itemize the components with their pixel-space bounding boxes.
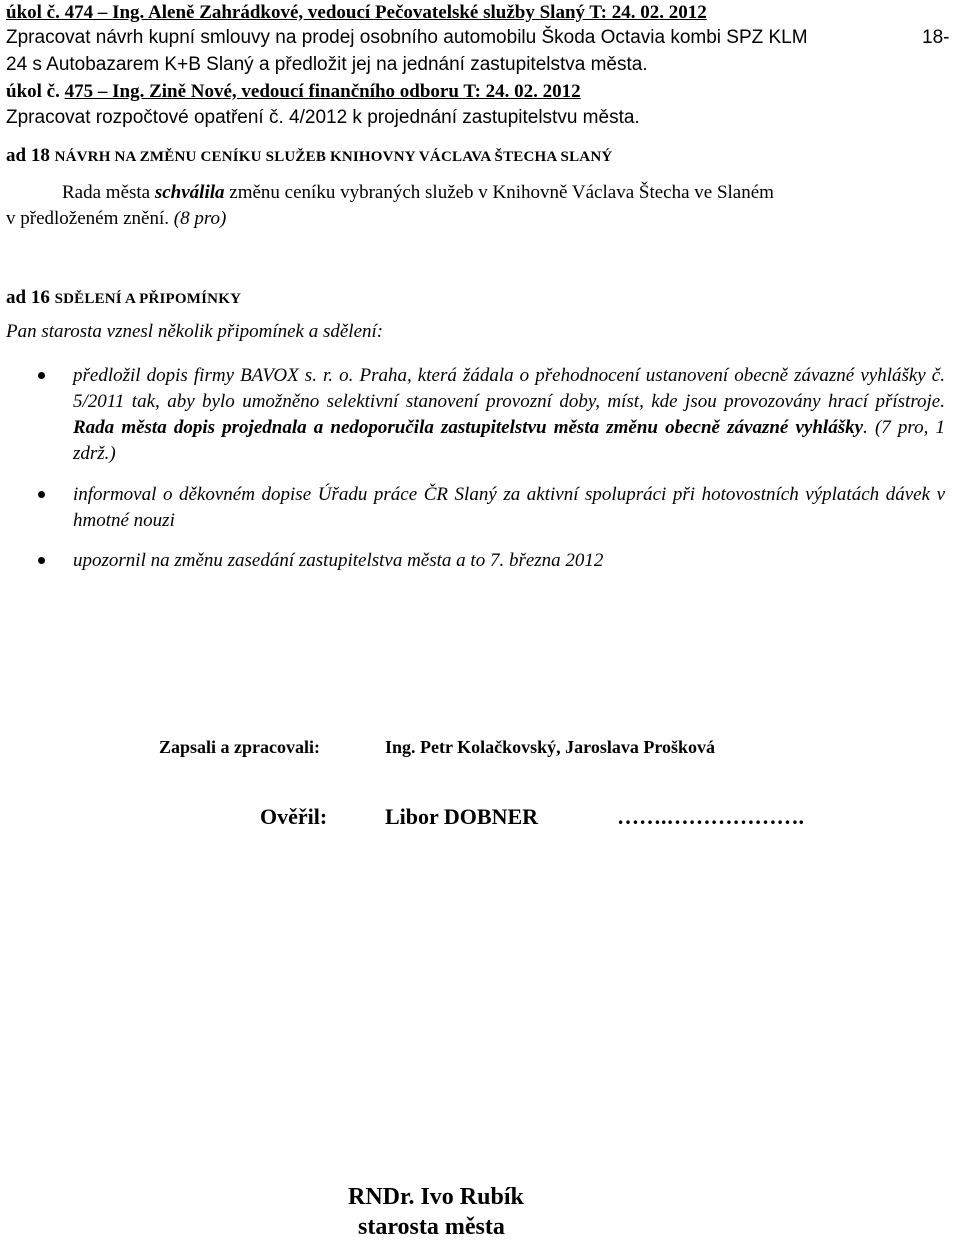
- mayor-name: RNDr. Ivo Rubík: [348, 1184, 524, 1210]
- ad16-bullet-1-bold: Rada města dopis projednala a nedoporučila zastupitelstvu města změnu obecně závazné vyhlášky: [73, 417, 864, 438]
- bullet-dot-1: [38, 372, 45, 379]
- verified-signature-line: …….……………….: [617, 804, 804, 829]
- bullet-dot-2: [38, 491, 45, 498]
- task-474-line1-end: 18-: [922, 27, 950, 48]
- verified-label: Ověřil:: [260, 804, 328, 829]
- ad18-heading-text: NÁVRH NA ZMĚNU CENÍKU SLUŽEB KNIHOVNY VÁCLAVA ŠTECHA SLANÝ: [54, 149, 613, 165]
- ad16-intro: Pan starosta vznesl několik připomínek a sdělení:: [6, 321, 384, 342]
- ad16-bullet-1-end: . (7 pro, 1 zdrž.): [73, 417, 945, 464]
- ad18-p-line2: v předloženém znění.: [6, 208, 174, 229]
- ad16-bullet-2: informoval o děkovném dopise Úřadu práce ČR Slaný za aktivní spolupráci při hotovostních výplatách dávek v hmotné nouzi: [73, 484, 945, 531]
- ad16-bullet-1-text: předložil dopis firmy BAVOX s. r. o. Praha, která žádala o přehodnocení ustanovení obecně závazné vyhlášky č. 5/2011 tak, aby bylo umožněno selektivní stanovení provozní doby, míst, kde jsou provozovány hrací přístroje.: [73, 365, 945, 412]
- task-474-line1: Zpracovat návrh kupní smlouvy na prodej osobního automobilu Škoda Octavia kombi SPZ KLM: [6, 27, 808, 48]
- task-475-title-main: 475 – Ing. Zině Nové, vedoucí finančního odboru T: 24. 02. 2012: [64, 81, 581, 102]
- task-474-title: úkol č. 474 – Ing. Aleně Zahrádkové, vedoucí Pečovatelské služby Slaný T: 24. 02. 2012: [6, 2, 707, 23]
- ad16-heading-text: SDĚLENÍ A PŘIPOMÍNKY: [54, 291, 242, 307]
- ad18-heading: [6, 145, 612, 167]
- recorded-names: Ing. Petr Kolačkovský, Jaroslava Prošková: [385, 737, 716, 757]
- task-475-text: Zpracovat rozpočtové opatření č. 4/2012 k projednání zastupitelstvu města.: [6, 107, 640, 128]
- ad16-bullet-1: [73, 363, 945, 467]
- ad18-p-bold: schválila: [154, 182, 225, 203]
- task-475-title: [6, 81, 581, 103]
- bullet-dot-3: [38, 557, 45, 564]
- task-474-line2: 24 s Autobazarem K+B Slaný a předložit jej na jednání zastupitelstva města.: [6, 54, 648, 75]
- ad18-paragraph-line1: [62, 182, 774, 204]
- ad16-heading-num: ad 16: [6, 287, 55, 308]
- recorded-label: Zapsali a zpracovali:: [159, 737, 320, 757]
- ad18-paragraph-line2: [6, 208, 226, 230]
- ad16-heading: [6, 287, 241, 309]
- mayor-title: starosta města: [358, 1214, 505, 1240]
- task-475-title-prefix: úkol č.: [6, 81, 65, 102]
- ad18-p-post: změnu ceníku vybraných služeb v Knihovně Václava Štecha ve Slaném: [224, 182, 774, 203]
- ad18-heading-num: ad 18: [6, 145, 55, 166]
- ad18-p-pre: Rada města: [62, 182, 155, 203]
- ad18-p-votes: (8 pro): [173, 208, 227, 229]
- ad16-bullet-3: upozornil na změnu zasedání zastupitelstva města a to 7. března 2012: [73, 550, 604, 571]
- verified-name: Libor DOBNER: [385, 804, 539, 829]
